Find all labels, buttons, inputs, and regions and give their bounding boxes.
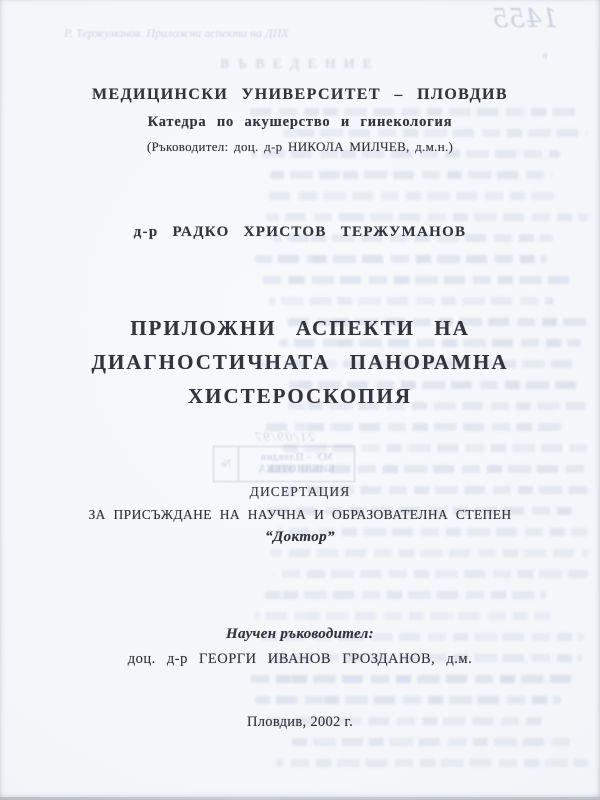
stamp-side-cell: № [214,447,239,481]
bleed-line [263,192,554,200]
degree-statement: ЗА ПРИСЪЖДАНЕ НА НАУЧНА И ОБРАЗОВАТЕЛНА СТЕПЕН [88,507,512,522]
supervisor-name: доц. д-р ГЕОРГИ ИВАНОВ ГРОЗДАНОВ, д.м. [127,651,473,667]
title-line-3: ХИСТЕРОСКОПИЯ [187,384,412,408]
bleed-line [254,612,551,620]
bleed-line [255,255,547,263]
institution-name: МЕДИЦИНСКИ УНИВЕРСИТЕТ – ПЛОВДИВ [92,86,508,103]
handwritten-number: 1455 [491,4,558,34]
document-type: ДИСЕРТАЦИЯ [249,484,351,499]
bleed-line [273,570,588,578]
bleed-running-header: Р. Тержуманов. Приложни аспекти на ДПХ [64,26,289,40]
bleed-line [270,171,552,179]
bleed-line [265,591,546,599]
bleed-line [276,759,588,767]
bleed-line [265,465,588,473]
stamp-text [239,447,354,481]
title-line-2: ДИАГНОСТИЧНАТА ПАНОРАМНА [91,350,509,374]
bleed-line [261,276,575,284]
author-name: д-р РАДКО ХРИСТОВ ТЕРЖУМАНОВ [133,224,467,240]
bleed-line [269,297,554,305]
bleed-page-heading: ВЪВЕДЕНИЕ [219,57,381,72]
bleed-line [255,696,561,704]
bleed-line [250,675,578,683]
imprint-line: Пловдив, 2002 г. [246,714,354,730]
department-name: Катедра по акушерство и гинекология [147,114,453,130]
title-line-1: ПРИЛОЖНИ АСПЕКТИ НА [130,316,470,340]
bleed-line [283,444,588,452]
stamp-box [213,446,355,482]
bleed-line [266,213,588,221]
stamp-scrawl: 21/09/97 [252,429,316,444]
department-head: (Ръководител: доц. д-р НИКОЛА МИЛЧЕВ, д.м.н.) [146,139,454,154]
bleed-line [270,549,588,557]
stamp-line2: БИБЛИОТЕКА [258,464,335,475]
degree-name: “Доктор” [265,529,335,545]
bleed-line [265,423,566,431]
library-stamp-bleed [213,429,355,482]
bleed-line [285,738,570,746]
supervisor-label: Научен ръководител: [226,626,374,642]
stamp-line1: МУ – Пловдив [260,452,333,463]
dissertation-title [0,311,600,413]
handwritten-mark: в [542,48,548,62]
